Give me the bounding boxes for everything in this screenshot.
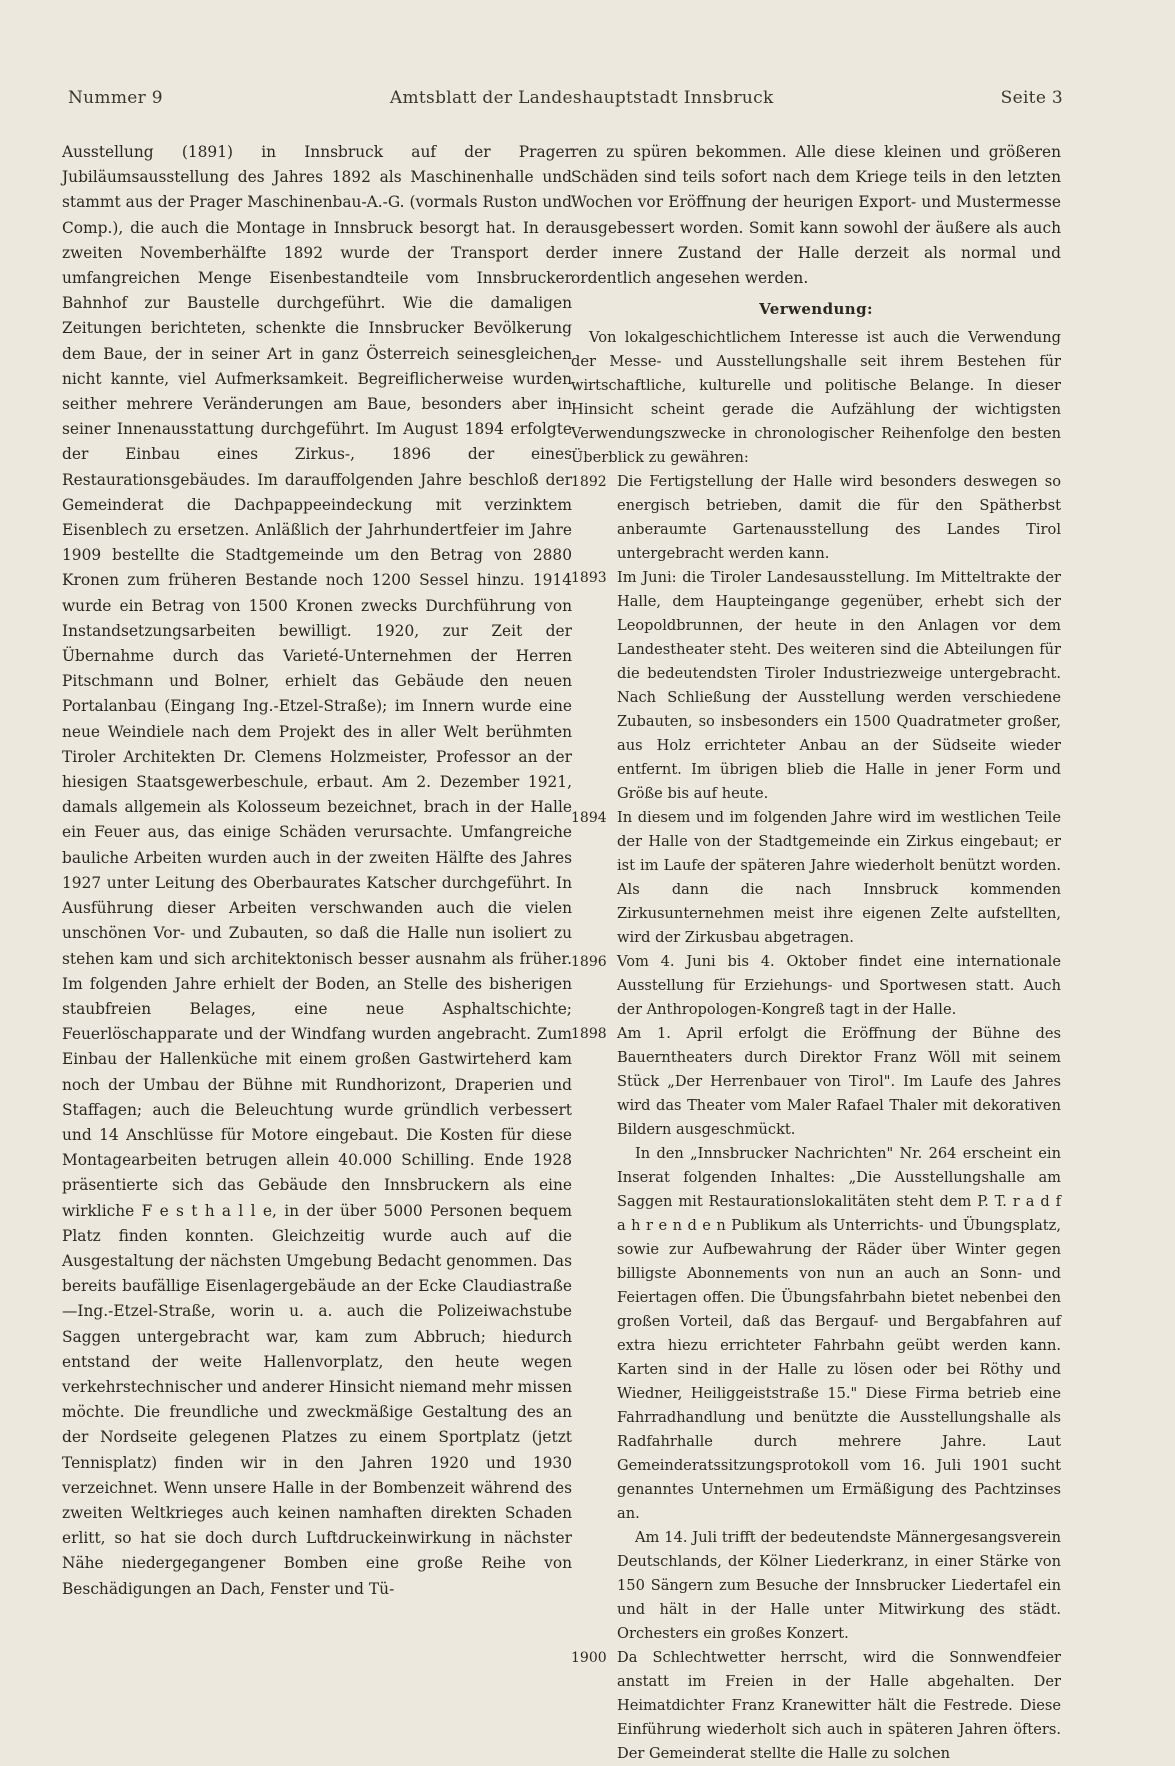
entry-paragraph: In diesem und im folgenden Jahre wird im westlichen Teile der Halle von der Stadtgemeinde ein Zirkus eingebaut; er ist im Laufe der späteren Jahre wiederholt benützt worden. Als dann die nach Innsbruck kommenden Zirkusunternehmen meist ihre eigenen Zelte aufstellten, wird der Zirkusbau abgetragen. <box>617 809 1061 947</box>
entry-year: 1892 <box>571 474 607 491</box>
entry-text <box>617 566 1061 806</box>
entry-year: 1896 <box>571 954 607 971</box>
entry-year: 1893 <box>571 570 607 587</box>
entry-paragraph: Am 14. Juli trifft der bedeutendste Männergesangsverein Deutschlands, der Kölner Liederkranz, in einer Stärke von 150 Sängern zum Besuche der Innsbrucker Liedertafel ein und hält in der Halle unter Mitwirkung des städt. Orchesters ein großes Konzert. <box>617 1529 1061 1643</box>
issue-number: Nummer 9 <box>68 88 163 108</box>
chronology-entry <box>571 1022 1061 1646</box>
chronology-entry <box>571 806 1061 950</box>
entry-paragraph: Da Schlechtwetter herrscht, wird die Sonnwendfeier anstatt im Freien in der Halle abgehalten. Der Heimatdichter Franz Kranewitter hält die Festrede. Diese Einführung wiederholt sich auch in späteren Jahren öfters. Der Gemeinderat stellte die Halle zu solchen <box>617 1649 1061 1763</box>
entry-paragraph: Die Fertigstellung der Halle wird besonders deswegen so energisch betrieben, damit die für den Spätherbst anberaumte Gartenausstellung des Landes Tirol untergebracht werden kann. <box>617 473 1061 563</box>
chronology-entry <box>571 1646 1061 1766</box>
entry-text <box>617 806 1061 950</box>
chronology-entry <box>571 470 1061 566</box>
chronology-entry <box>571 950 1061 1022</box>
entry-text <box>617 1022 1061 1646</box>
entry-year: 1898 <box>571 1026 607 1043</box>
entry-paragraph: In den „Innsbrucker Nachrichten" Nr. 264 erscheint ein Inserat folgenden Inhaltes: „Die Ausstellungshalle am Saggen mit Restaurationslokalitäten steht dem P. T. r a d f a h r e n d e n Publikum als Unterrichts- und Übungsplatz, sowie zur Aufbewahrung der Räder über Winter gegen billigste Abonnements von nun an auch an Sonn- und Feiertagen offen. Die Übungsfahrbahn bietet nebenbei den großen Vorteil, daß das Bergauf- und Bergabfahren auf extra hiezu errichteter Fahrbahn geübt werden kann. Karten sind in der Halle zu lösen oder bei Röthy und Wiedner, Heiliggeiststraße 15." Diese Firma betrieb eine Fahrradhandlung und benützte die Ausstellungshalle als Radfahrhalle durch mehrere Jahre. Laut Gemeinderatssitzungsprotokoll vom 16. Juli 1901 sucht genanntes Unternehmen um Ermäßigung des Pachtzinses an. <box>617 1145 1061 1523</box>
left-column <box>62 140 572 1602</box>
section-intro: Von lokalgeschichtlichem Interesse ist auch die Verwendung der Messe- und Ausstellungshalle seit ihrem Bestehen für wirtschaftliche, kulturelle und politische Belange. In dieser Hinsicht scheint gerade die Aufzählung der wichtigsten Verwendungszwecke in chronologischer Reihenfolge den besten Überblick zu gewähren: <box>571 329 1061 467</box>
entry-paragraph: Im Juni: die Tiroler Landesausstellung. Im Mitteltrakte der Halle, dem Haupteingange gegenüber, erhebt sich der Leopoldbrunnen, der heute in den Anlagen vor dem Landestheater steht. Des weiteren sind die Abteilungen für die bedeutendsten Tiroler Industriezweige untergebracht. Nach Schließung der Ausstellung werden verschiedene Zubauten, so insbesonders ein 1500 Quadratmeter großer, aus Holz errichteter Anbau an der Südseite wieder entfernt. Im übrigen blieb die Halle in jener Form und Größe bis auf heute. <box>617 569 1061 803</box>
entry-text <box>617 1646 1061 1766</box>
right-column <box>571 140 1061 1766</box>
entry-year: 1900 <box>571 1650 607 1667</box>
right-column-lead-text: ren zu spüren bekommen. Alle diese kleinen und größeren Schäden sind teils sofort nach dem Kriege teils in den letzten Wochen vor Eröffnung der heurigen Export- und Mustermesse ausgebessert worden. Somit kann sowohl der äußere als auch der innere Zustand der Halle derzeit als normal und ordentlich angesehen werden. <box>571 143 1061 288</box>
chronology-list <box>571 470 1061 1766</box>
entry-year: 1894 <box>571 810 607 827</box>
publication-title: Amtsblatt der Landeshauptstadt Innsbruck <box>389 88 774 108</box>
entry-text <box>617 950 1061 1022</box>
entry-paragraph: Am 1. April erfolgt die Eröffnung der Bühne des Bauerntheaters durch Direktor Franz Wöll mit seinem Stück „Der Herrenbauer von Tirol". Im Laufe des Jahres wird das Theater vom Maler Rafael Thaler mit dekorativen Bildern ausgeschmückt. <box>617 1025 1061 1139</box>
left-column-text: Ausstellung (1891) in Innsbruck auf der Prager Jubiläumsausstellung des Jahres 1892 als Maschinenhalle und stammt aus der Prager Maschinenbau-A.-G. (vormals Ruston und Comp.), die auch die Montage in Innsbruck besorgt hat. In der zweiten Novemberhälfte 1892 wurde der Transport der umfangreichen Menge Eisenbestandteile vom Innsbrucker Bahnhof zur Baustelle durchgeführt. Wie die damaligen Zeitungen berichteten, schenkte die Innsbrucker Bevölkerung dem Baue, der in seiner Art in ganz Österreich seinesgleichen nicht kannte, viel Aufmerksamkeit. Begreiflicherweise wurden seither mehrere Veränderungen am Baue, besonders aber in seiner Innenausstattung durchgeführt. Im August 1894 erfolgte der Einbau eines Zirkus-, 1896 der eines Restaurationsgebäudes. Im darauffolgenden Jahre beschloß der Gemeinderat die Dachpappeeindeckung mit verzinktem Eisenblech zu ersetzen. Anläßlich der Jahrhundertfeier im Jahre 1909 bestellte die Stadtgemeinde um den Betrag von 2880 Kronen zum früheren Bestande noch 1200 Sessel hinzu. 1914 wurde ein Betrag von 1500 Kronen zwecks Durchführung von Instandsetzungsarbeiten bewilligt. 1920, zur Zeit der Übernahme durch das Varieté-Unternehmen der Herren Pitschmann und Bolner, erhielt das Gebäude den neuen Portalanbau (Eingang Ing.-Etzel-Straße); im Innern wurde eine neue Weindiele nach dem Projekt des in aller Welt berühmten Tiroler Architekten Dr. Clemens Holzmeister, Professor an der hiesigen Staatsgewerbeschule, erbaut. Am 2. Dezember 1921, damals allgemein als Kolosseum bezeichnet, brach in der Halle ein Feuer aus, das einige Schäden verursachte. Umfangreiche bauliche Arbeiten wurden auch in der zweiten Hälfte des Jahres 1927 unter Leitung des Oberbaurates Katscher durchgeführt. In Ausführung dieser Arbeiten verschwanden auch die vielen unschönen Vor- und Zubauten, so daß die Halle nun isoliert zu stehen kam und sich architektonisch besser ausnahm als früher. Im folgenden Jahre erhielt der Boden, an Stelle des bisherigen staubfreien Belages, eine neue Asphaltschichte; Feuerlöschapparate und der Windfang wurden angebracht. Zum Einbau der Hallenküche mit einem großen Gastwirteherd kam noch der Umbau der Bühne mit Rundhorizont, Draperien und Staffagen; auch die Beleuchtung wurde gründlich verbessert und 14 Anschlüsse für Motore eingebaut. Die Kosten für diese Montagearbeiten betrugen allein 40.000 Schilling. Ende 1928 präsentierte sich das Gebäude den Innsbruckern als eine wirkliche F e s t h a l l e, in der über 5000 Personen bequem Platz finden konnten. Gleichzeitig wurde auch auf die Ausgestaltung der nächsten Umgebung Bedacht genommen. Das bereits baufällige Eisenlagergebäude an der Ecke Claudiastraße—Ing.-Etzel-Straße, worin u. a. auch die Polizeiwachstube Saggen untergebracht war, kam zum Abbruch; hiedurch entstand der weite Hallenvorplatz, den heute wegen verkehrstechnischer und anderer Hinsicht niemand mehr missen möchte. Die freundliche und zweckmäßige Gestaltung des an der Nordseite gelegenen Platzes zu einem Sportplatz (jetzt Tennisplatz) finden wir in den Jahren 1920 und 1930 verzeichnet. Wenn unsere Halle in der Bombenzeit während des zweiten Weltkrieges auch keinen namhaften direkten Schaden erlitt, so hat sie doch durch Luftdruckeinwirkung in nächster Nähe niedergegangener Bomben eine große Reihe von Beschädigungen an Dach, Fenster und Tü- <box>62 143 572 1598</box>
entry-text <box>617 470 1061 566</box>
chronology-entry <box>571 566 1061 806</box>
section-title: Verwendung: <box>759 300 873 319</box>
entry-paragraph: Vom 4. Juni bis 4. Oktober findet eine internationale Ausstellung für Erziehungs- und Sportwesen statt. Auch der Anthropologen-Kongreß tagt in der Halle. <box>617 953 1061 1019</box>
page-number: Seite 3 <box>1000 88 1063 108</box>
page-header <box>68 88 1063 114</box>
